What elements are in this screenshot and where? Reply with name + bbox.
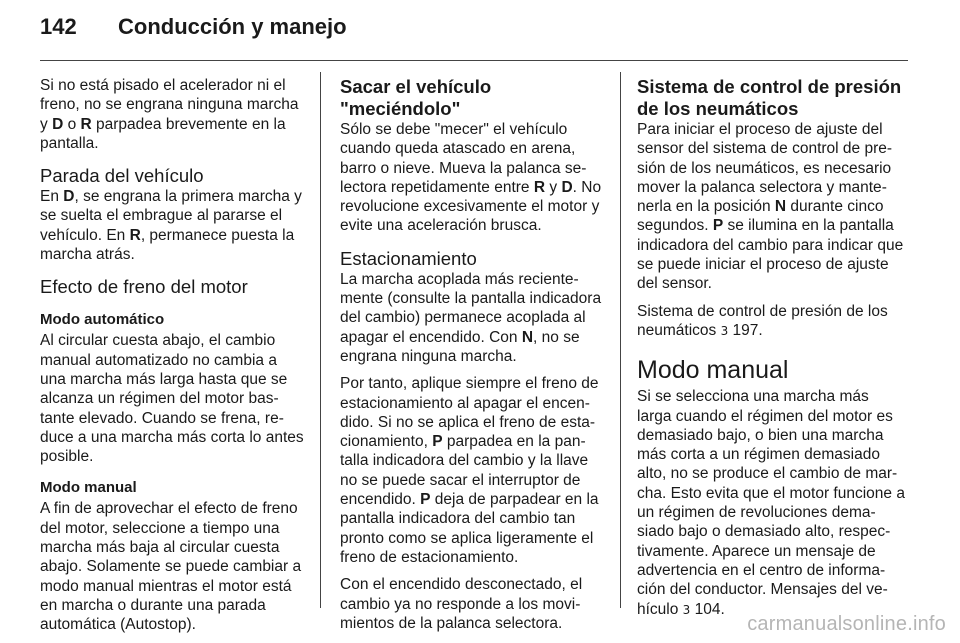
heading-mecer: Sacar el vehículo "meciéndolo" <box>340 76 492 119</box>
column-2 <box>340 76 606 641</box>
heading-modo-manual-sub: Modo manual <box>40 479 137 497</box>
heading-modo-manual: Modo manual <box>637 356 789 385</box>
page-reference-icon: 3 <box>682 602 691 617</box>
column-divider-2 <box>620 72 621 608</box>
page-reference-icon: 3 <box>720 323 729 338</box>
heading-parada: Parada del vehículo <box>40 165 204 187</box>
estacionamiento-paragraph-2: Por tanto, aplique siempre el freno de estacionamiento al apagar el encendido. Si no se aplica el freno de estacionamiento, P parpadea en la pantalla indicadora del cambio y la llave no se puede sacar el interruptor de encendido. P deja de parpadear en la pantalla indicadora del cambio tan pronto como se aplica ligeramente el freno de estacionamiento. <box>340 375 599 566</box>
modo-manual-paragraph: Si se selecciona una marcha más larga cuando el régimen del motor es demasiado bajo, o bien una marcha más corta a un régimen demasiado alto, no se produce el cambio de marcha. Esto evita que el motor funcione a un régimen de revoluciones demasiado bajo o demasiado alto, respectivamente. Aparece un mensaje de advertencia en el centro de información del conductor. Mensajes del vehículo 3 104. <box>637 388 905 618</box>
mecer-paragraph: Sólo se debe "mecer" el vehículo cuando queda atascado en arena, barro o nieve. Mueva la palanca selectora repetidamente entre R y D. No revolucione excesivamente el motor y evite una aceleración brusca. <box>340 121 602 235</box>
header-rule <box>40 60 908 61</box>
column-3 <box>637 76 905 628</box>
heading-estacionamiento: Estacionamiento <box>340 247 477 269</box>
modo-manual-sub-paragraph: A fin de aprovechar el efecto de freno del motor, seleccione a tiempo una marcha más baja al circular cuesta abajo. Solamente se puede cambiar a modo manual mientras el motor está en marcha o durante una parada automática (Autostop). <box>40 500 302 634</box>
estacionamiento-paragraph-3: Con el encendido desconectado, el cambio ya no responde a los movimientos de la palanca selectora. <box>340 576 583 632</box>
column-1 <box>40 76 306 643</box>
presion-paragraph-1: Para iniciar el proceso de ajuste del sensor del sistema de control de presión de los neumáticos, es necesario mover la palanca selectora y mantenerla en la posición N durante cinco segundos. P se ilumina en la pantalla indicadora del cambio para indicar que se puede iniciar el proceso de ajuste del sensor. <box>637 121 904 293</box>
page-title: Conducción y manejo <box>118 14 347 39</box>
presion-paragraph-2: Sistema de control de presión de los neumáticos 3 197. <box>637 302 888 339</box>
heading-modo-automatico: Modo automático <box>40 311 165 329</box>
parada-paragraph: En D, se engrana la primera marcha y se suelta el embrague al pararse el vehículo. En R, permanece puesta la marcha atrás. <box>40 188 302 264</box>
heading-efecto-freno: Efecto de freno del motor <box>40 276 248 298</box>
watermark: carmanualsonline.info <box>747 613 946 635</box>
heading-presion-neumaticos: Sistema de control de presión de los neumáticos <box>637 76 902 119</box>
column-divider-1 <box>320 72 321 608</box>
page-number: 142 <box>40 14 77 39</box>
modo-automatico-paragraph: Al circular cuesta abajo, el cambio manual automatizado no cambia a una marcha más larga hasta que se alcanza un régimen del motor bastante elevado. Cuando se frena, reduce a una marcha más corta lo antes posible. <box>40 332 304 466</box>
estacionamiento-paragraph-1: La marcha acoplada más recientemente (consulte la pantalla indicadora del cambio) permanece acoplada al apagar el encendido. Con N, no se engrana ninguna marcha. <box>340 270 602 365</box>
intro-paragraph: Si no está pisado el acelerador ni el freno, no se engrana ninguna marcha y D o R parpadea brevemente en la pantalla. <box>40 77 299 152</box>
page-header <box>40 14 347 40</box>
